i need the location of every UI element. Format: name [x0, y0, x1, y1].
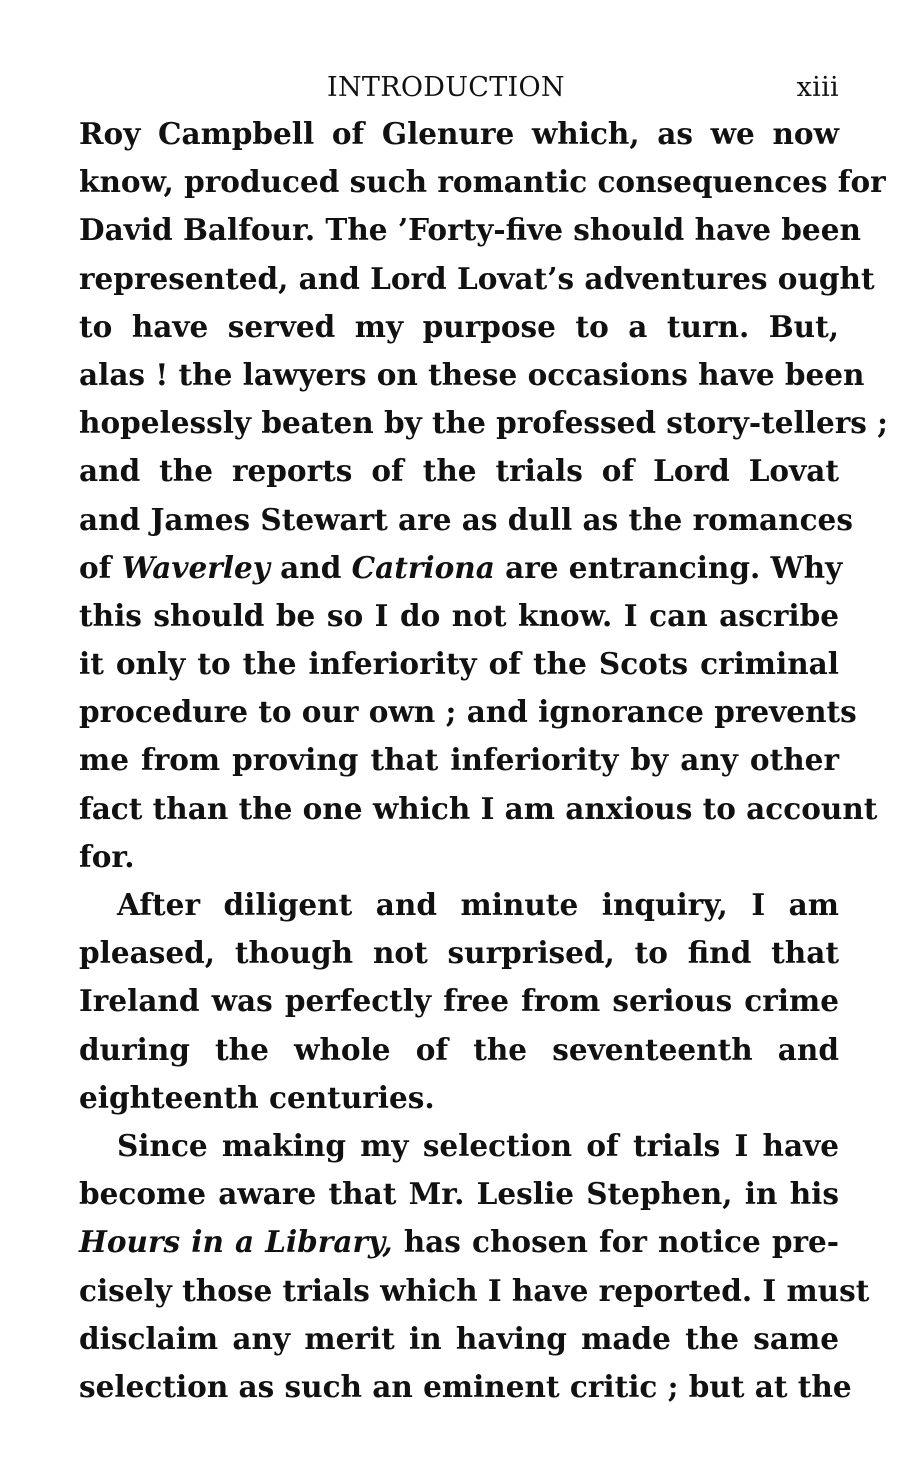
text-line: of Waverley and Catriona are entrancing. Why [79, 549, 843, 585]
page-number: xiii [796, 72, 839, 103]
text-line: pleased, though not surprised, to find that [79, 935, 839, 971]
text-line: Since making my selection of trials I have [117, 1127, 839, 1163]
text-line: and James Stewart are as dull as the romances [79, 501, 853, 537]
text-line: during the whole of the seventeenth and [79, 1031, 839, 1067]
text-line: represented, and Lord Lovat’s adventures ought [79, 260, 875, 296]
book-title-waverley: Waverley [121, 549, 270, 585]
book-title-hours-in-a-library: Hours in a Library, [79, 1224, 393, 1260]
text-line: disclaim any merit in having made the same [79, 1320, 839, 1356]
text-line: Ireland was perfectly free from serious crime [79, 983, 839, 1019]
text-line: eighteenth centuries. [79, 1079, 435, 1115]
text-line: fact than the one which I am anxious to account [79, 790, 878, 826]
text-line: to have served my purpose to a turn. But, [79, 308, 839, 344]
text-line: procedure to our own ; and ignorance prevents [79, 694, 857, 730]
text-line: Hours in a Library, has chosen for notice pre- [79, 1224, 840, 1260]
text-line: become aware that Mr. Leslie Stephen, in his [79, 1176, 839, 1212]
text-line: selection as such an eminent critic ; but at the [79, 1368, 852, 1404]
text-line: hopelessly beaten by the professed story-tellers ; [79, 405, 889, 441]
running-title: INTRODUCTION [327, 72, 565, 103]
book-page [79, 66, 889, 1411]
running-head [79, 66, 839, 110]
text-line: David Balfour. The ’Forty-five should have been [79, 212, 861, 248]
text-line: for. [79, 838, 135, 874]
book-title-catriona: Catriona [351, 549, 495, 585]
text-line: After diligent and minute inquiry, I am [117, 887, 839, 922]
text-line: cisely those trials which I have reported. I must [79, 1272, 870, 1308]
text-line: and the reports of the trials of Lord Lovat [79, 453, 839, 489]
text-line: me from proving that inferiority by any other [79, 742, 839, 778]
text-line: it only to the inferiority of the Scots criminal [79, 646, 839, 682]
text-line: this should be so I do not know. I can ascribe [79, 597, 839, 633]
text-line: alas ! the lawyers on these occasions have been [79, 356, 865, 392]
body-text [79, 110, 889, 1411]
text-line: Roy Campbell of Glenure which, as we now [79, 116, 839, 151]
text-line: know, produced such romantic consequences for [79, 164, 886, 200]
